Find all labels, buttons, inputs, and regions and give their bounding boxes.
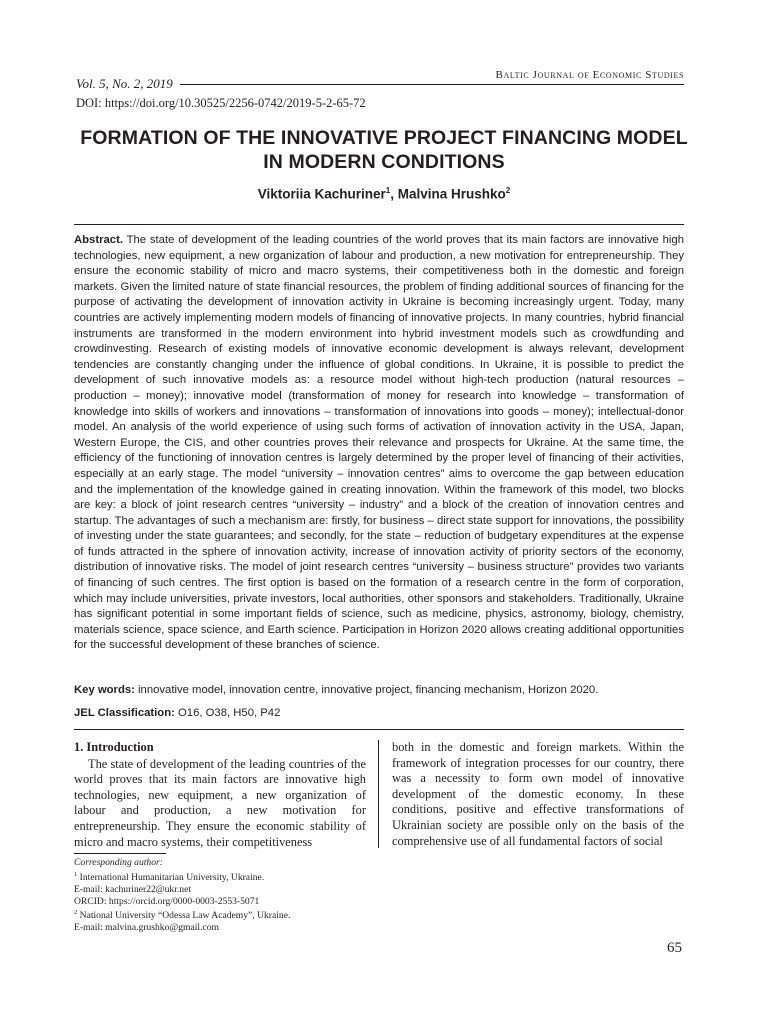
abstract	[74, 233, 684, 654]
keywords	[74, 683, 684, 699]
column-divider	[378, 740, 379, 848]
author-2: Malvina Hrushko	[397, 186, 506, 202]
title-line-2: IN MODERN CONDITIONS	[263, 151, 505, 173]
introduction-paragraph-left: The state of development of the leading countries of the world proves that its main factors are innovative high technologies, new equipment, a new organization of labour and production, a new motivation for entrepreneurship. They ensure the economic stability of micro and macro systems, their competitiveness	[74, 756, 366, 849]
article-title	[60, 126, 708, 174]
author-separator: ,	[390, 186, 398, 202]
body-right-column	[392, 740, 684, 849]
abstract-text: The state of development of the leading countries of the world proves that its main factors are innovative high technologies, new equipment, a new organization of labour and production, a new motivation for entrepreneurship. They ensure the economic stability of micro and macro systems, their competitiveness both in the domestic and foreign markets. Given the limited nature of state financial resources, the problem of finding additional sources of financing for the purpose of activating the development of innovation activity in Ukraine is becoming increasingly urgent. Today, many countries are actively implementing modern models of financing of innovative projects. In many countries, hybrid financial instruments are transformed in the modern environment into hybrid investment models such as crowdfunding and crowdinvesting. Research of existing models of innovative economic development is always relevant, development tendencies are constantly changing under the influence of global conditions. In Ukraine, it is possible to predict the development of such innovative models as: a resource model without high-tech production (natural resources – production – money); innovative model (transformation of money for research into knowledge – transformation of knowledge into skills of workers and innovations – transformation of innovations into goods – money); intellectual-donor model. An analysis of the world experience of using such forms of activation of innovation activity in the USA, Japan, Western Europe, the CIS, and other countries proves their relevance and prospects for Ukraine. At the same time, the efficiency of the functioning of innovation centres is largely determined by the proper level of financing of their activities, especially at an early stage. The model “university – innovation centres” aims to overcome the gap between education and the implementation of the knowledge gained in creating innovation. Within the framework of this model, two blocks are key: a block of joint research centres “university – industry” and a block of the creation of innovation centres and startup. The advantages of such a mechanism are: firstly, for business – direct state support for innovations, the possibility of investing under the state guarantees; and secondly, for the state – reduction of budgetary expenditures at the expense of funds attracted in the sphere of innovation activity, increase of innovation activity of priority sectors of the economy, distribution of innovative risks. The model of joint research centres “university – business structure” provides two variants of financing of such centres. The first option is based on the formation of a research centre in the form of corporation, which may include universities, private investors, local authorities, other sponsors and stakeholders. Traditionally, Ukraine has significant potential in some important fields of science, such as medicine, physics, astronomy, biology, chemistry, materials science, space science, and Earth science. Participation in Horizon 2020 allows creating additional opportunities for the successful development of these branches of science.	[74, 234, 684, 652]
affiliation-2-mark: 2	[74, 909, 78, 917]
title-line-1: FORMATION OF THE INNOVATIVE PROJECT FINANCING MODEL	[80, 127, 688, 149]
footnote-rule	[74, 853, 166, 854]
jel-label: JEL Classification:	[74, 707, 175, 719]
keywords-label: Key words:	[74, 684, 135, 696]
doi: DOI: https://doi.org/10.30525/2256-0742/2019-5-2-65-72	[76, 96, 366, 110]
email-2[interactable]: E-mail: malvina.grushko@gmail.com	[74, 922, 219, 934]
corresponding-author-label: Corresponding author:	[74, 857, 163, 868]
body-left-column	[74, 740, 366, 850]
abstract-bottom-rule	[74, 729, 684, 730]
section-heading-introduction: 1. Introduction	[74, 740, 154, 754]
orcid-1[interactable]: ORCID: https://orcid.org/0000-0003-2553-5071	[74, 895, 260, 907]
affiliation-2	[74, 907, 374, 922]
author-1-affiliation-mark: 1	[385, 186, 391, 195]
affiliation-2-text: National University “Odessa Law Academy”, Ukraine.	[79, 910, 291, 922]
affiliation-1	[74, 869, 374, 884]
affiliation-1-mark: 1	[74, 870, 78, 878]
introduction-paragraph-right: both in the domestic and foreign markets. Within the framework of integration processes for our country, there was a necessity to form own model of innovative development of the domestic economy. In these conditions, positive and effective transformations of Ukrainian society are possible only on the basis of the comprehensive use of all fundamental factors of social	[392, 740, 684, 848]
email-1[interactable]: E-mail: kachuriner22@ukr.net	[74, 883, 191, 895]
journal-name: Baltic Journal of Economic Studies	[492, 69, 684, 81]
page-number: 65	[667, 940, 682, 956]
abstract-top-rule	[74, 224, 684, 225]
affiliation-1-text: International Humanitarian University, Ukraine.	[79, 871, 265, 883]
jel-text: O16, O38, H50, P42	[178, 707, 281, 719]
author-1: Viktoriia Kachuriner	[257, 186, 386, 202]
author-2-affiliation-mark: 2	[505, 186, 511, 195]
abstract-label: Abstract.	[74, 234, 123, 246]
volume-issue: Vol. 5, No. 2, 2019	[76, 76, 177, 92]
authors	[60, 186, 708, 202]
keywords-text: innovative model, innovation centre, innovative project, financing mechanism, Horizon 2020.	[138, 684, 599, 696]
footnotes	[74, 857, 374, 934]
jel-classification	[74, 706, 684, 722]
header-rule	[180, 84, 684, 85]
